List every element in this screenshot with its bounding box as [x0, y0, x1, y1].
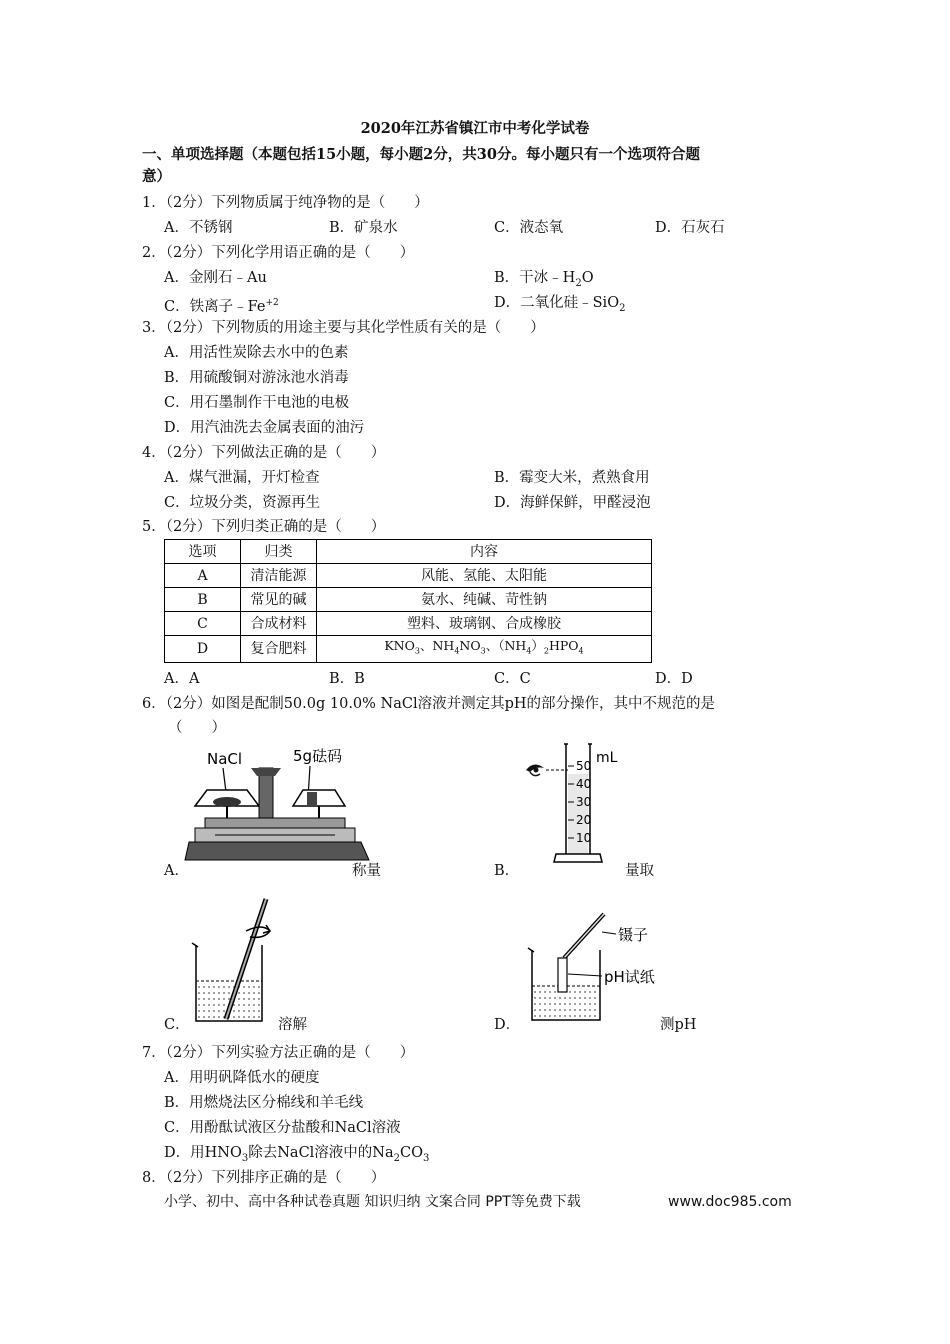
- tick-label: 10: [576, 831, 592, 845]
- q7-option-d: D．用$HNO_3$除去NaCl溶液中的$Na_2CO_3$: [164, 1145, 430, 1164]
- beaker-stirring-figure: [190, 893, 280, 1028]
- tick-label: 20: [576, 813, 592, 827]
- q6-option-b-letter: B．: [494, 863, 520, 879]
- paper-title: 2020年江苏省镇江市中考化学试卷: [360, 120, 590, 137]
- table-header-cell: 内容: [317, 540, 652, 564]
- q6-option-c-letter: C．: [164, 1017, 190, 1033]
- cylinder-figure: [520, 740, 635, 865]
- q6-option-d-caption: 测pH: [660, 1017, 697, 1033]
- table-row: [165, 636, 652, 663]
- q4-stem: 4．（2分）下列做法正确的是（ ）: [142, 445, 386, 461]
- q2-stem: 2．（2分）下列化学用语正确的是（ ）: [142, 245, 415, 261]
- table-cell: 清洁能源: [241, 564, 317, 588]
- q2-option-c: C．铁离子$﹣Fe^{+2}$: [164, 298, 279, 315]
- balance-figure: [185, 742, 375, 867]
- q6-option-d-letter: D．: [494, 1017, 521, 1033]
- q6-stem-line2: （ ）: [168, 720, 226, 736]
- table-cell: 塑料、玻璃钢、合成橡胶: [317, 612, 652, 636]
- q7-option-b: B．用燃烧法区分棉线和羊毛线: [164, 1095, 364, 1111]
- q3-option-a: A．用活性炭除去水中的色素: [164, 345, 349, 361]
- table-header-cell: 归类: [241, 540, 317, 564]
- tick-label: 40: [576, 777, 592, 791]
- table-cell: 氨水、纯碱、苛性钠: [317, 588, 652, 612]
- q5-option-b: B．B: [329, 671, 365, 687]
- table-cell: 复合肥料: [241, 636, 317, 663]
- section-heading-line2: 意）: [142, 168, 171, 185]
- table-header-row: [165, 540, 652, 564]
- q6-option-b-caption: 量取: [625, 863, 654, 879]
- q4-option-d: D．海鲜保鲜，甲醛浸泡: [494, 495, 651, 511]
- table-cell: 风能、氢能、太阳能: [317, 564, 652, 588]
- table-row: [165, 612, 652, 636]
- table-cell-formula: $KNO_3$、$NH_4NO_3$、$(NH_4)_2HPO_4$: [317, 636, 652, 663]
- table-cell: C: [165, 612, 241, 636]
- table-cell: A: [165, 564, 241, 588]
- q4-option-b: B．霉变大米，煮熟食用: [494, 470, 650, 486]
- q4-option-a: A．煤气泄漏，开灯检查: [164, 470, 320, 486]
- nacl-label: NaCl: [207, 750, 243, 768]
- tweezers-label: 镊子: [618, 926, 649, 944]
- beaker-ph-figure: [520, 910, 670, 1025]
- q6-option-c-caption: 溶解: [278, 1017, 307, 1033]
- table-cell: D: [165, 636, 241, 663]
- q5-table: [164, 539, 652, 663]
- q7-option-c: C．用酚酞试液区分盐酸和NaCl溶液: [164, 1120, 401, 1136]
- q3-option-c: C．用石墨制作干电池的电极: [164, 395, 350, 411]
- q2-option-a: A．金刚石﹣Au: [164, 270, 267, 286]
- q6-option-a-caption: 称量: [352, 863, 381, 879]
- table-header-cell: 选项: [165, 540, 241, 564]
- footer-text: 小学、初中、高中各种试卷真题 知识归纳 文案合同 PPT等免费下载: [164, 1194, 581, 1210]
- weight-label: 5g砝码: [293, 747, 343, 765]
- q1-option-c: C．液态氧: [494, 220, 564, 236]
- tick-label: 50: [576, 759, 592, 773]
- q4-option-c: C．垃圾分类，资源再生: [164, 495, 321, 511]
- q2-option-d: D．二氧化硅﹣SiO$_2$: [494, 295, 626, 314]
- q3-stem: 3．（2分）下列物质的用途主要与其化学性质有关的是（ ）: [142, 320, 545, 336]
- ml-unit-label: mL: [596, 750, 618, 766]
- q1-option-a: A．不锈钢: [164, 220, 233, 236]
- footer-url[interactable]: www.doc985.com: [668, 1194, 792, 1210]
- tick-label: 30: [576, 795, 592, 809]
- q6-option-a-letter: A．: [164, 863, 189, 879]
- q6-stem-line1: 6．（2分）如图是配制50.0g 10.0% NaCl溶液并测定其pH的部分操作，其中不规范的是: [142, 696, 716, 712]
- q3-option-d: D．用汽油洗去金属表面的油污: [164, 420, 365, 436]
- table-row: [165, 588, 652, 612]
- q5-stem: 5．（2分）下列归类正确的是（ ）: [142, 519, 386, 535]
- q3-option-b: B．用硫酸铜对游泳池水消毒: [164, 370, 349, 386]
- section-heading-line1: 一、单项选择题（本题包括15小题，每小题2分，共30分。每小题只有一个选项符合题: [142, 146, 700, 163]
- q7-stem: 7．（2分）下列实验方法正确的是（ ）: [142, 1045, 415, 1061]
- q1-stem: 1．（2分）下列物质属于纯净物的是（ ）: [142, 195, 429, 211]
- q8-stem: 8．（2分）下列排序正确的是（ ）: [142, 1170, 386, 1186]
- ph-paper-label: pH试纸: [604, 968, 655, 986]
- table-cell: B: [165, 588, 241, 612]
- q2-option-b: B．干冰$﹣H_2O$: [494, 270, 594, 289]
- q7-option-a: A．用明矾降低水的硬度: [164, 1070, 320, 1086]
- table-cell: 常见的碱: [241, 588, 317, 612]
- q5-option-a: A．A: [164, 671, 200, 687]
- q1-option-b: B．矿泉水: [329, 220, 398, 236]
- table-cell: 合成材料: [241, 612, 317, 636]
- q5-option-d: D．D: [655, 671, 693, 687]
- q1-option-d: D．石灰石: [655, 220, 725, 236]
- q5-option-c: C．C: [494, 671, 531, 687]
- table-row: [165, 564, 652, 588]
